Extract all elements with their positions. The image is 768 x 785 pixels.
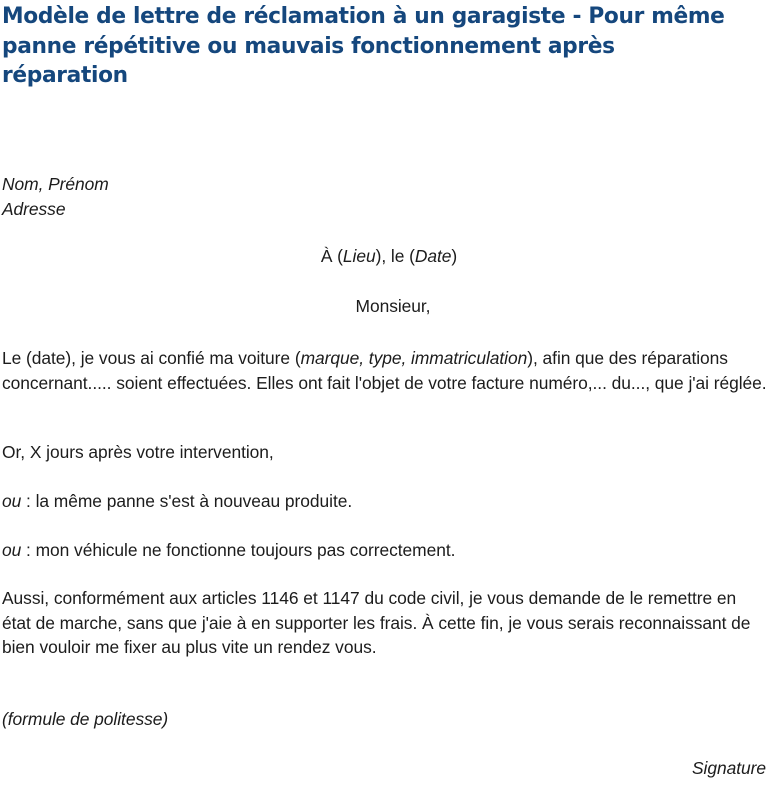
option-2-lead: ou: [2, 540, 22, 560]
place-placeholder: Lieu: [342, 246, 376, 266]
closing-formula: (formule de politesse): [2, 709, 169, 729]
place-date-separator: , le: [381, 246, 410, 266]
paragraph-demand: Aussi, conformément aux articles 1146 et 1147 du code civil, je vous demande de le remettre en état de marche, sans que j'aie à en supporter les frais. À cette fin, je vous serais reconnaissant de bien vouloir me fixer au plus vite un rendez vous.: [2, 588, 751, 658]
place-close-paren: ): [375, 246, 382, 266]
sender-address-block: [2, 172, 502, 221]
paragraph-since: Or, X jours après votre intervention,: [2, 442, 274, 462]
place-open-paren: (: [337, 246, 343, 266]
place-date-line: [0, 244, 768, 269]
paragraph-intro: [2, 346, 768, 395]
paragraph-option-2: [2, 538, 682, 563]
signature-line: Signature: [692, 758, 766, 778]
page-title: Modèle de lettre de réclamation à un garagiste - Pour même panne répétitive ou mauvais fonctionnement après réparation: [2, 3, 725, 88]
option-2-text: : mon véhicule ne fonctionne toujours pas correctement.: [21, 540, 456, 560]
date-close-paren: ): [451, 246, 458, 266]
intro-part-1: Le (date), je vous ai confié ma voiture (: [2, 348, 301, 368]
vehicle-placeholder: marque, type, immatriculation: [300, 348, 528, 368]
sender-address-line: Adresse: [2, 198, 66, 219]
date-open-paren: (: [409, 246, 415, 266]
date-placeholder: Date: [414, 246, 452, 266]
sender-name-line: Nom, Prénom: [2, 174, 109, 194]
option-1-lead: ou: [2, 491, 22, 511]
salutation-line: Monsieur,: [355, 296, 431, 316]
place-date-prefix: À: [320, 246, 338, 266]
paragraph-option-1: [2, 489, 642, 514]
intro-part-2: ), afin que des réparations concernant..... soient effectuées. Elles ont fait l'objet de votre facture numéro,... du..., que j'ai réglée.: [2, 348, 767, 393]
option-1-text: : la même panne s'est à nouveau produite.: [21, 491, 353, 511]
